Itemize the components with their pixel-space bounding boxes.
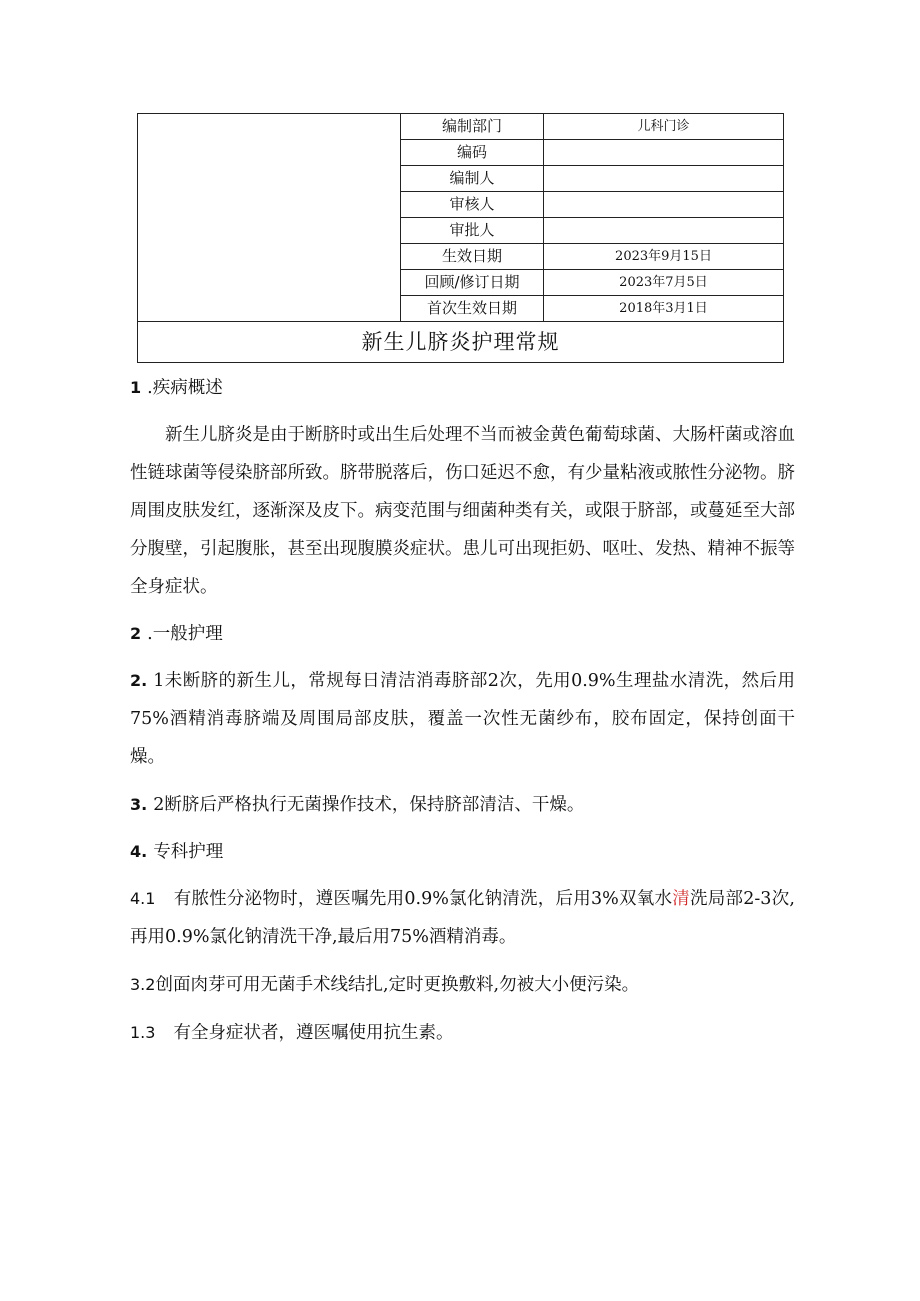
header-row-title — [138, 322, 784, 363]
section-3-item-2-text: 创面肉芽可用无菌手术线结扎,定时更换敷料,勿被大小便污染。 — [155, 975, 640, 995]
section-3-item-1-text-b: 洗局部2-3次,再用0.9%氯化钠清洗干净,最后用75%酒精消毒。 — [130, 889, 795, 947]
section-2-item-2-number: 3. — [130, 795, 148, 814]
header-value-code — [544, 140, 784, 166]
section-3-item-3-number: 1.3 — [130, 1023, 156, 1042]
header-label-approver: 审批人 — [401, 218, 544, 244]
section-2-item-1-number: 2. — [130, 671, 148, 690]
section-3-number: 4. — [130, 842, 148, 861]
header-value-department: 儿科门诊 — [544, 114, 784, 140]
section-2-item-2-text: 2断脐后严格执行无菌操作技术，保持脐部清洁、干燥。 — [153, 795, 585, 815]
section-3-item-1 — [130, 880, 795, 956]
header-value-review-date: 2023年7月5日 — [544, 270, 784, 296]
header-value-reviewer — [544, 192, 784, 218]
header-value-author — [544, 166, 784, 192]
section-2-item-1 — [130, 662, 795, 776]
section-2-item-1-text: 1未断脐的新生儿，常规每日清洁消毒脐部2次，先用0.9%生理盐水清洗，然后用75%酒精消毒脐端及周围局部皮肤，覆盖一次性无菌纱布，胶布固定，保持创面干燥。 — [130, 671, 795, 767]
header-label-first-effective-date: 首次生效日期 — [401, 296, 544, 322]
header-value-first-effective-date: 2018年3月1日 — [544, 296, 784, 322]
section-1-title: .疾病概述 — [147, 378, 223, 398]
section-3-item-1-highlight: 清 — [672, 889, 691, 909]
section-2-heading — [130, 616, 795, 652]
header-label-reviewer: 审核人 — [401, 192, 544, 218]
section-1-body: 新生儿脐炎是由于断脐时或出生后处理不当而被金黄色葡萄球菌、大肠杆菌或溶血性链球菌等侵染脐部所致。脐带脱落后，伤口延迟不愈，有少量粘液或脓性分泌物。脐周围皮肤发红，逐渐深及皮下。病变范围与细菌种类有关，或限于脐部，或蔓延至大部分腹壁，引起腹胀，甚至出现腹膜炎症状。患儿可出现拒奶、呕吐、发热、精神不振等全身症状。 — [130, 425, 795, 597]
section-3-item-2-number: 3.2 — [130, 975, 156, 994]
section-2-number: 2 — [130, 624, 142, 643]
header-label-department: 编制部门 — [401, 114, 544, 140]
header-label-review-date: 回顾/修订日期 — [401, 270, 544, 296]
document-header-table — [137, 113, 784, 363]
section-1-number: 1 — [130, 378, 142, 397]
section-3-item-3 — [130, 1014, 795, 1052]
section-3-heading — [130, 834, 795, 870]
document-title: 新生儿脐炎护理常规 — [138, 322, 784, 363]
section-2-title: .一般护理 — [147, 624, 223, 644]
section-3-item-1-number: 4.1 — [130, 889, 156, 908]
header-value-approver — [544, 218, 784, 244]
header-label-code: 编码 — [401, 140, 544, 166]
section-3-item-3-text: 有全身症状者，遵医嘱使用抗生素。 — [173, 1023, 454, 1043]
logo-blank-cell — [138, 114, 401, 322]
section-3-item-1-text-a: 有脓性分泌物时，遵医嘱先用0.9%氯化钠清洗，后用3%双氧水 — [173, 889, 673, 909]
section-3-item-2 — [130, 966, 795, 1004]
section-2-item-2 — [130, 786, 795, 824]
header-value-effective-date: 2023年9月15日 — [544, 244, 784, 270]
section-3-title: 专科护理 — [153, 842, 224, 862]
header-label-effective-date: 生效日期 — [401, 244, 544, 270]
section-1-heading — [130, 370, 795, 406]
header-row-department — [138, 114, 784, 140]
document-body — [130, 370, 795, 1062]
header-label-author: 编制人 — [401, 166, 544, 192]
